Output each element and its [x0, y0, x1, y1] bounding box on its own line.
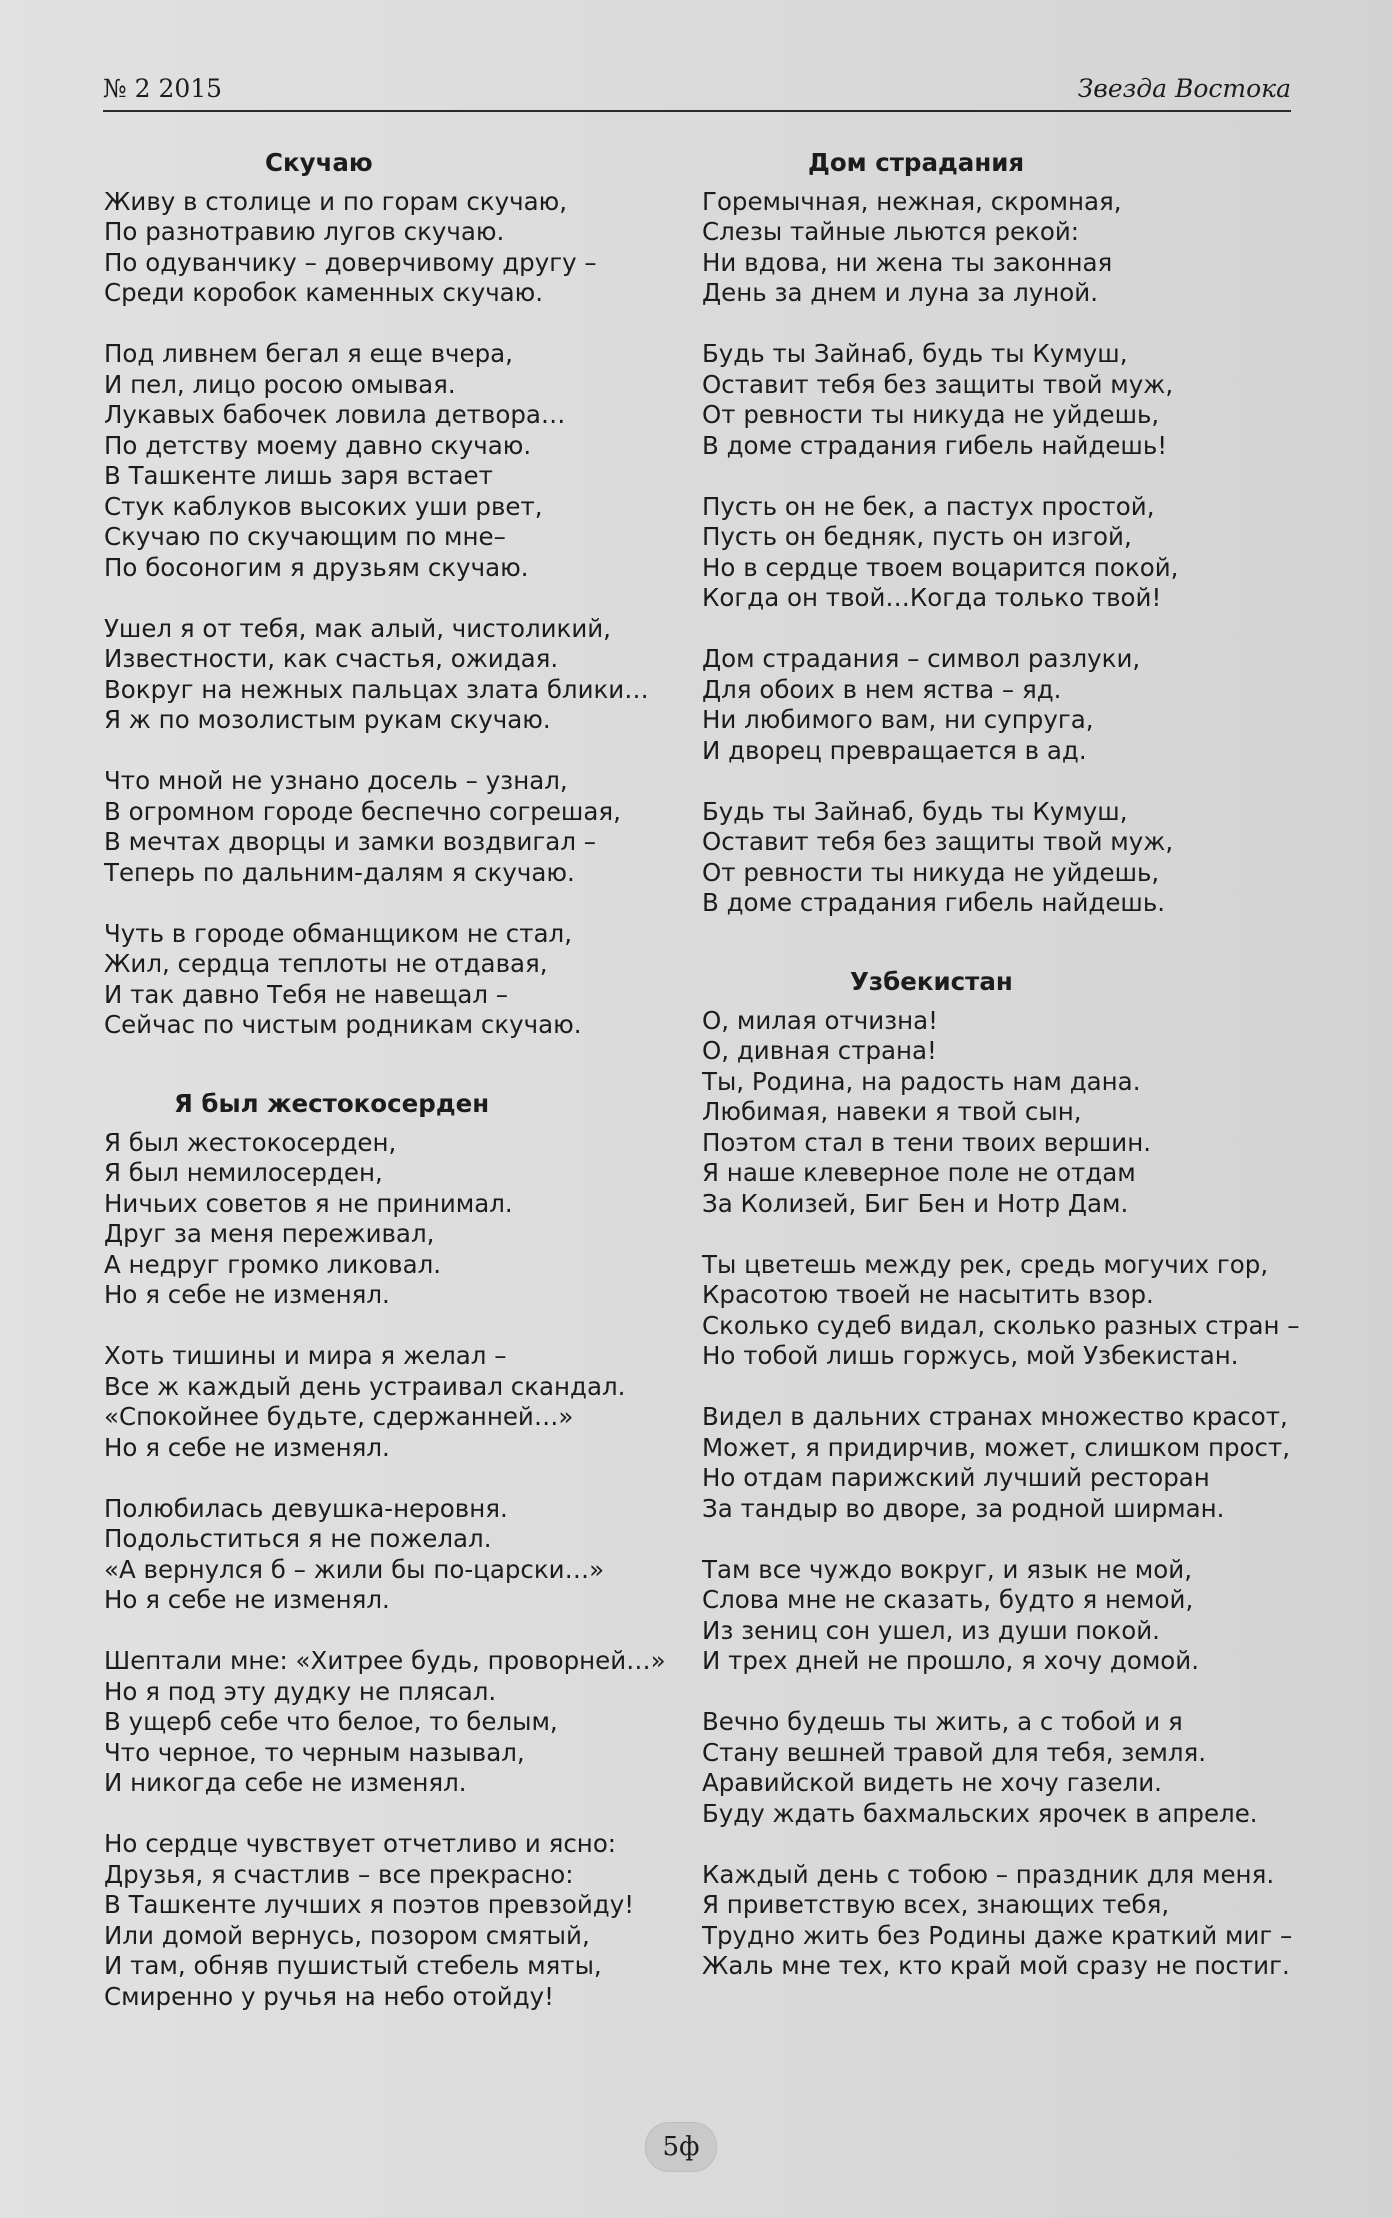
poem-line: «А вернулся б – жили бы по-царски…» — [104, 1554, 605, 1584]
poem-line: Теперь по дальним-далям я скучаю. — [104, 857, 575, 887]
poem-line: Аравийской видеть не хочу газели. — [702, 1768, 1162, 1797]
poem-line: И трех дней не прошло, я хочу домой. — [702, 1646, 1200, 1675]
poem-line: По босоногим я друзьям скучаю. — [104, 552, 529, 582]
poem-line: Что черное, то черным называл, — [104, 1737, 525, 1767]
stanza-break — [104, 1799, 664, 1830]
poem-line: Лукавых бабочек ловила детвора… — [104, 400, 566, 429]
poem-line: Трудно жить без Родины даже краткий миг – — [702, 1920, 1293, 1950]
poem-line: Стук каблуков высоких уши рвет, — [104, 491, 543, 521]
poem-line: Полюбилась девушка-неровня. — [104, 1493, 508, 1523]
page-number: 5ф — [645, 2122, 717, 2172]
running-header — [103, 70, 1291, 112]
poem-line: Каждый день с тобою – праздник для меня. — [702, 1859, 1275, 1889]
poem-line: Будь ты Зайнаб, будь ты Кумуш, — [702, 339, 1128, 368]
poem-line: Пусть он не бек, а пастух простой, — [702, 491, 1155, 521]
poem-line: В огромном городе беспечно согрешая, — [104, 796, 621, 826]
poem-line: И пел, лицо росою омывая. — [104, 369, 456, 399]
poem-line: Я приветствую всех, знающих тебя, — [702, 1890, 1170, 1919]
poem-line: Я был немилосерден, — [104, 1158, 383, 1187]
poem-line: Но я себе не изменял. — [104, 1432, 390, 1462]
poem-line: Под ливнем бегал я еще вчера, — [104, 339, 513, 368]
poem-line: От ревности ты никуда не уйдешь, — [702, 857, 1160, 887]
issue-number: № 2 2015 — [103, 74, 223, 103]
poem-line: Слезы тайные льются рекой: — [702, 217, 1080, 246]
stanza-break — [702, 1372, 1302, 1403]
stanza-break — [702, 1677, 1302, 1708]
poem-line: Ты, Родина, на радость нам дана. — [702, 1066, 1141, 1096]
poem-line: Пусть он бедняк, пусть он изгой, — [702, 522, 1132, 551]
poem-line: Там все чуждо вокруг, и язык не мой, — [702, 1554, 1192, 1584]
stanza-break — [104, 1463, 664, 1494]
poem-line: Смиренно у ручья на небо отойду! — [104, 1981, 554, 2011]
poem-line: Живу в столице и по горам скучаю, — [104, 186, 567, 216]
poem-line: Шептали мне: «Хитрее будь, проворней…» — [104, 1646, 666, 1675]
poem-line: По одуванчику – доверчивому другу – — [104, 247, 597, 277]
poem-line: Слова мне не сказать, будто я немой, — [702, 1585, 1194, 1614]
poem-line: Жаль мне тех, кто край мой сразу не постиг. — [702, 1951, 1290, 1980]
poem-line: Из зениц сон ушел, из души покой. — [702, 1615, 1160, 1645]
poem-line: Когда он твой…Когда только твой! — [702, 583, 1162, 612]
poem-line: Видел в дальних странах множество красот, — [702, 1402, 1288, 1431]
poem-line: Подольститься я не пожелал. — [104, 1524, 492, 1553]
poem-separator — [702, 949, 1302, 967]
poem-line: Я ж по мозолистым рукам скучаю. — [104, 705, 551, 734]
left-column — [104, 148, 664, 2012]
poem-line: Все ж каждый день устраивал скандал. — [104, 1371, 626, 1401]
poem-line: Буду ждать бахмальских ярочек в апреле. — [702, 1798, 1258, 1828]
poem-line: День за днем и луна за луной. — [702, 278, 1098, 307]
poem-line: В Ташкенте лишь заря встает — [104, 461, 493, 490]
poem-line: Друг за меня переживал, — [104, 1219, 435, 1248]
poem-line: Оставит тебя без защиты твой муж, — [702, 827, 1174, 856]
poem-line: Я был жестокосерден, — [104, 1127, 397, 1157]
stanza-break — [104, 736, 664, 767]
poem-line: Вокруг на нежных пальцах злата блики… — [104, 674, 649, 704]
poem-line: В Ташкенте лучших я поэтов превзойду! — [104, 1890, 635, 1919]
poem-title: Я был жестокосерден — [174, 1089, 490, 1118]
poem-line: Но сердце чувствует отчетливо и ясно: — [104, 1829, 617, 1858]
poem-separator — [104, 1041, 664, 1072]
poem-line: В мечтах дворцы и замки воздвигал – — [104, 827, 597, 856]
poem-line: Но я под эту дудку не плясал. — [104, 1676, 497, 1706]
poem-line: За тандыр во дворе, за родной ширман. — [702, 1493, 1225, 1523]
stanza-break — [702, 309, 1302, 340]
poem-line: Но в сердце твоем воцарится покой, — [702, 552, 1179, 582]
poem-line: От ревности ты никуда не уйдешь, — [702, 400, 1160, 429]
poem-line: О, милая отчизна! — [702, 1005, 939, 1035]
poem-line: Но отдам парижский лучший ресторан — [702, 1463, 1210, 1492]
poem-line: Любимая, навеки я твой сын, — [702, 1097, 1082, 1126]
poem-line: «Спокойнее будьте, сдержанней…» — [104, 1402, 574, 1431]
stanza-break — [702, 1829, 1302, 1860]
poem-line: Будь ты Зайнаб, будь ты Кумуш, — [702, 796, 1128, 826]
stanza-break — [702, 766, 1302, 797]
poem-title: Скучаю — [265, 148, 373, 177]
stanza-break — [702, 1219, 1302, 1250]
poem-line: И никогда себе не изменял. — [104, 1768, 467, 1797]
poem-line: И так давно Тебя не навещал – — [104, 979, 509, 1009]
poem-line: Скучаю по скучающим по мне– — [104, 522, 506, 551]
poem-line: Жил, сердца теплоты не отдавая, — [104, 949, 548, 978]
poem-line: Красотою твоей не насытить взор. — [702, 1280, 1154, 1309]
poem-line: Но тобой лишь горжусь, мой Узбекистан. — [702, 1341, 1239, 1370]
poem-line: Для обоих в нем яства – яд. — [702, 674, 1062, 704]
poem-line: Или домой вернусь, позором смятый, — [104, 1920, 590, 1950]
poem-separator — [104, 1071, 664, 1089]
stanza-break — [104, 309, 664, 340]
poem-line: Оставит тебя без защиты твой муж, — [702, 369, 1174, 399]
stanza-break — [104, 1616, 664, 1647]
poem-line: Вечно будешь ты жить, а с тобой и я — [702, 1707, 1183, 1736]
poem-line: За Колизей, Биг Бен и Нотр Дам. — [702, 1188, 1129, 1218]
stanza-break — [104, 1311, 664, 1342]
poem-line: Хоть тишины и мира я желал – — [104, 1341, 507, 1370]
poem-line: Что мной не узнано досель – узнал, — [104, 766, 568, 795]
poem-line: Известности, как счастья, ожидая. — [104, 644, 559, 673]
poem-title: Узбекистан — [850, 967, 1013, 996]
poem-line: Поэтом стал в тени твоих вершин. — [702, 1127, 1152, 1157]
poem-line: В доме страдания гибель найдешь. — [702, 888, 1166, 917]
poem-line: Может, я придирчив, может, слишком прост, — [702, 1432, 1291, 1462]
poem-line: Ни вдова, ни жена ты законная — [702, 247, 1113, 277]
poem-line: Сейчас по чистым родникам скучаю. — [104, 1010, 582, 1039]
poem-line: Ты цветешь между рек, средь могучих гор, — [702, 1249, 1269, 1279]
stanza-break — [104, 583, 664, 614]
journal-title: Звезда Востока — [1077, 74, 1291, 103]
poem-line: Ничьих советов я не принимал. — [104, 1188, 513, 1218]
poem-line: В ущерб себе что белое, то белым, — [104, 1707, 558, 1736]
poem-line: Дом страдания – символ разлуки, — [702, 644, 1141, 673]
poem-line: Сколько судеб видал, сколько разных стран – — [702, 1310, 1300, 1340]
poem-line: Я наше клеверное поле не отдам — [702, 1158, 1136, 1187]
poem-line: По детству моему давно скучаю. — [104, 430, 532, 460]
poem-line: Среди коробок каменных скучаю. — [104, 278, 544, 307]
poem-title: Дом страдания — [808, 148, 1025, 177]
poem-line: И там, обняв пушистый стебель мяты, — [104, 1951, 602, 1980]
poem-line: Но я себе не изменял. — [104, 1585, 390, 1614]
stanza-break — [702, 614, 1302, 645]
poem-line: Ушел я от тебя, мак алый, чистоликий, — [104, 613, 611, 643]
poem-line: Ни любимого вам, ни супруга, — [702, 705, 1094, 734]
poem-line: Горемычная, нежная, скромная, — [702, 186, 1122, 216]
poem-line: Стану вешней травой для тебя, земля. — [702, 1737, 1207, 1767]
poem-line: По разнотравию лугов скучаю. — [104, 217, 505, 246]
stanza-break — [702, 461, 1302, 492]
poem-line: Друзья, я счастлив – все прекрасно: — [104, 1859, 574, 1889]
poem-line: О, дивная страна! — [702, 1036, 937, 1065]
poem-line: Но я себе не изменял. — [104, 1280, 390, 1309]
stanza-break — [702, 1524, 1302, 1555]
poem-separator — [702, 919, 1302, 950]
poem-line: Чуть в городе обманщиком не стал, — [104, 918, 572, 948]
poem-line: В доме страдания гибель найдешь! — [702, 430, 1168, 460]
poem-line: И дворец превращается в ад. — [702, 735, 1087, 765]
stanza-break — [104, 888, 664, 919]
right-column — [702, 148, 1302, 1982]
poem-line: А недруг громко ликовал. — [104, 1249, 442, 1279]
